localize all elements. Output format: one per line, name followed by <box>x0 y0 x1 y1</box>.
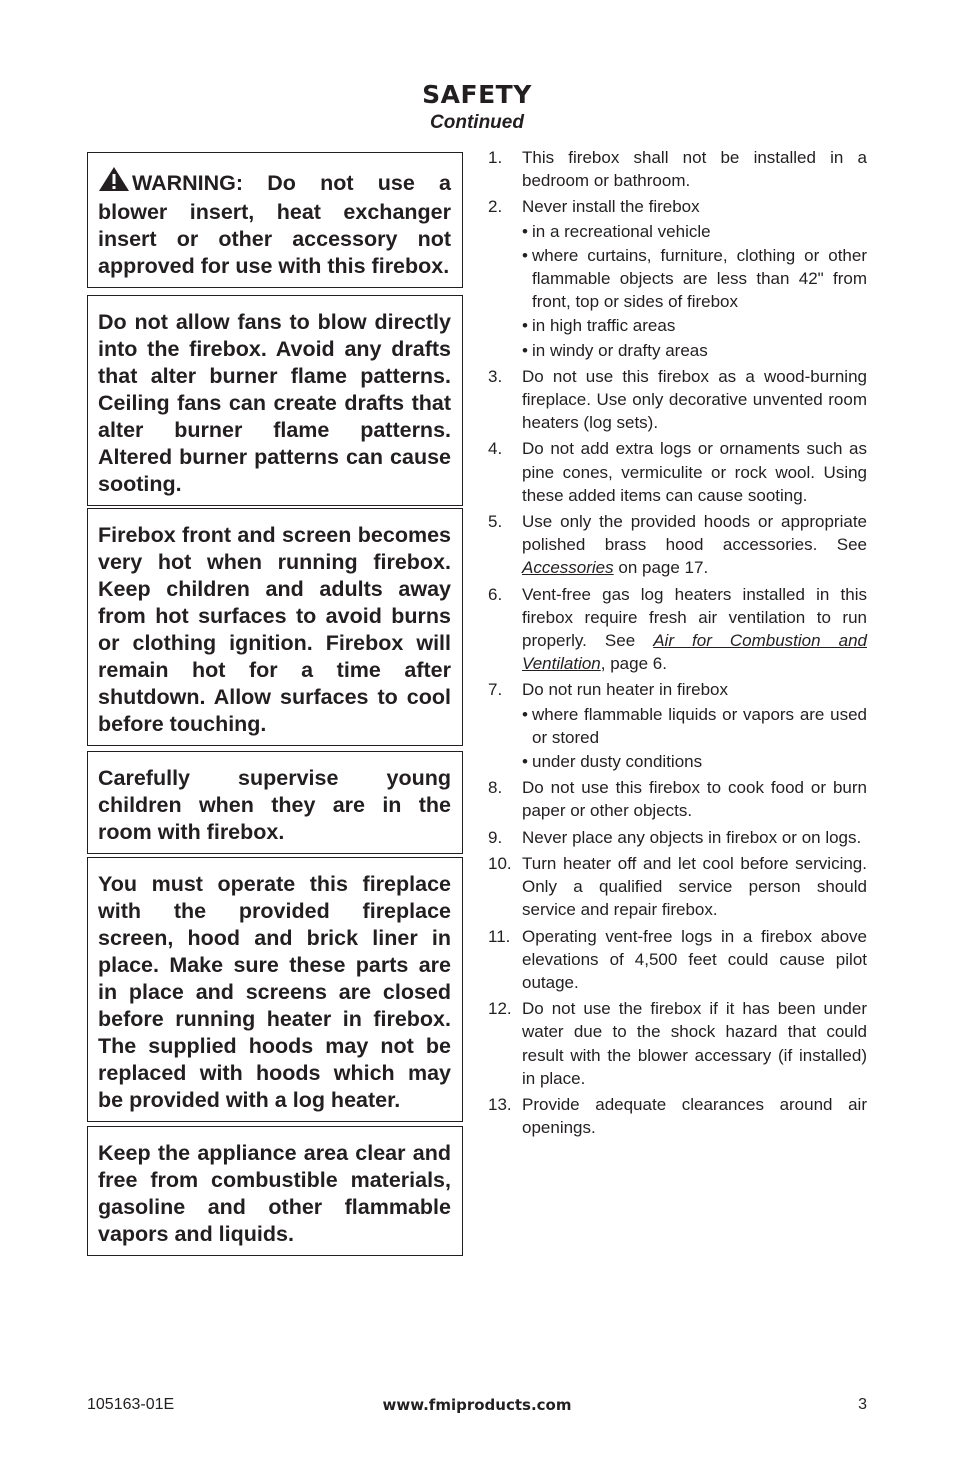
warning-text-screen-hood: You must operate this fireplace with the provided fireplace screen, hood and brick liner in place. Make sure these parts are in place and screens are closed before running heater in firebox. The supplied hoods may not be replaced with hoods which may be provided with a log heater. <box>98 872 451 1112</box>
list-item: 2. Never install the firebox • in a recreational vehicle • where curtains, furniture, clothing or other flammable objects are less than 42" from front, top or sides of firebox • in high traffic areas • in windy or drafty areas <box>488 195 867 361</box>
list-item: 5. Use only the provided hoods or appropriate polished brass hood accessories. See Accessories on page 17. <box>488 512 867 578</box>
warning-box-screen-hood <box>87 857 463 1122</box>
warning-box-blower <box>87 152 463 288</box>
warning-text-hot-surfaces: Firebox front and screen becomes very hot when running firebox. Keep children and adults away from hot surfaces to avoid burns or clothing ignition. Firebox will remain hot for a time after shutdown. Allow surfaces to cool before touching. <box>98 523 451 736</box>
list-subitem: • where flammable liquids or vapors are used or stored <box>522 704 867 747</box>
list-item: 12. Do not use the firebox if it has been under water due to the shock hazard that could result with the blower accessary (if installed) in place. <box>488 999 867 1088</box>
air-combustion-link[interactable]: Air for Combustion and Ventilation <box>522 631 867 674</box>
page-title: SAFETY <box>422 80 532 109</box>
list-subitem: • in high traffic areas <box>522 316 676 336</box>
warning-text-children: Carefully supervise young children when they are in the room with firebox. <box>98 766 451 844</box>
list-item: 8. Do not use this firebox to cook food or burn paper or other objects. <box>488 778 867 821</box>
warning-text-blower: WARNING: Do not use a blower insert, heat exchanger insert or other accessory not approved for use with this firebox. <box>98 171 451 278</box>
list-item: 13. Provide adequate clearances around air openings. <box>488 1094 867 1138</box>
warning-text-clear-area: Keep the appliance area clear and free from combustible materials, gasoline and other flammable vapors and liquids. <box>98 1141 451 1246</box>
list-item: 9. Never place any objects in firebox or on logs. <box>488 827 862 847</box>
list-subitem: • where curtains, furniture, clothing or other flammable objects are less than 42" from front, top or sides of firebox <box>522 245 867 312</box>
warning-box-clear-area <box>87 1126 463 1256</box>
document-number: 105163-01E <box>87 1396 175 1413</box>
warning-box-hot-surfaces <box>87 508 463 746</box>
warning-text-fans: Do not allow fans to blow directly into the firebox. Avoid any drafts that alter burner flame patterns. Ceiling fans can create drafts that alter burner flame patterns. Altered burner patterns can cause sooting. <box>98 310 451 496</box>
warning-box-children <box>87 751 463 854</box>
list-subitem: • in windy or drafty areas <box>522 340 708 360</box>
list-subitem: • under dusty conditions <box>522 752 703 772</box>
warning-box-fans <box>87 295 463 506</box>
warning-triangle-icon <box>98 166 130 199</box>
website-link[interactable]: www.fmiproducts.com <box>382 1396 572 1414</box>
page-number: 3 <box>858 1396 867 1413</box>
list-item: 4. Do not add extra logs or ornaments such as pine cones, vermiculite or rock wool. Using these added items can cause sooting. <box>488 439 867 505</box>
list-item: 6. Vent-free gas log heaters installed in this firebox require fresh air ventilation to run properly. See Air for Combustion and Ventilation, page 6. <box>488 584 867 674</box>
accessories-link[interactable]: Accessories <box>522 558 614 578</box>
list-item: 3. Do not use this firebox as a wood-burning fireplace. Use only decorative unvented room heaters (log sets). <box>488 366 867 433</box>
list-item: 10. Turn heater off and let cool before servicing. Only a qualified service person should service and repair firebox. <box>488 853 867 920</box>
page-subtitle: Continued <box>430 112 524 133</box>
list-item: 1. This firebox shall not be installed in a bedroom or bathroom. <box>488 148 867 191</box>
list-subitem: • in a recreational vehicle <box>522 221 711 241</box>
list-item: 7. Do not run heater in firebox • where flammable liquids or vapors are used or stored • under dusty conditions <box>488 678 867 773</box>
safety-list <box>488 146 867 1142</box>
list-item: 11. Operating vent-free logs in a firebox above elevations of 4,500 feet could cause pilot outage. <box>488 926 867 992</box>
